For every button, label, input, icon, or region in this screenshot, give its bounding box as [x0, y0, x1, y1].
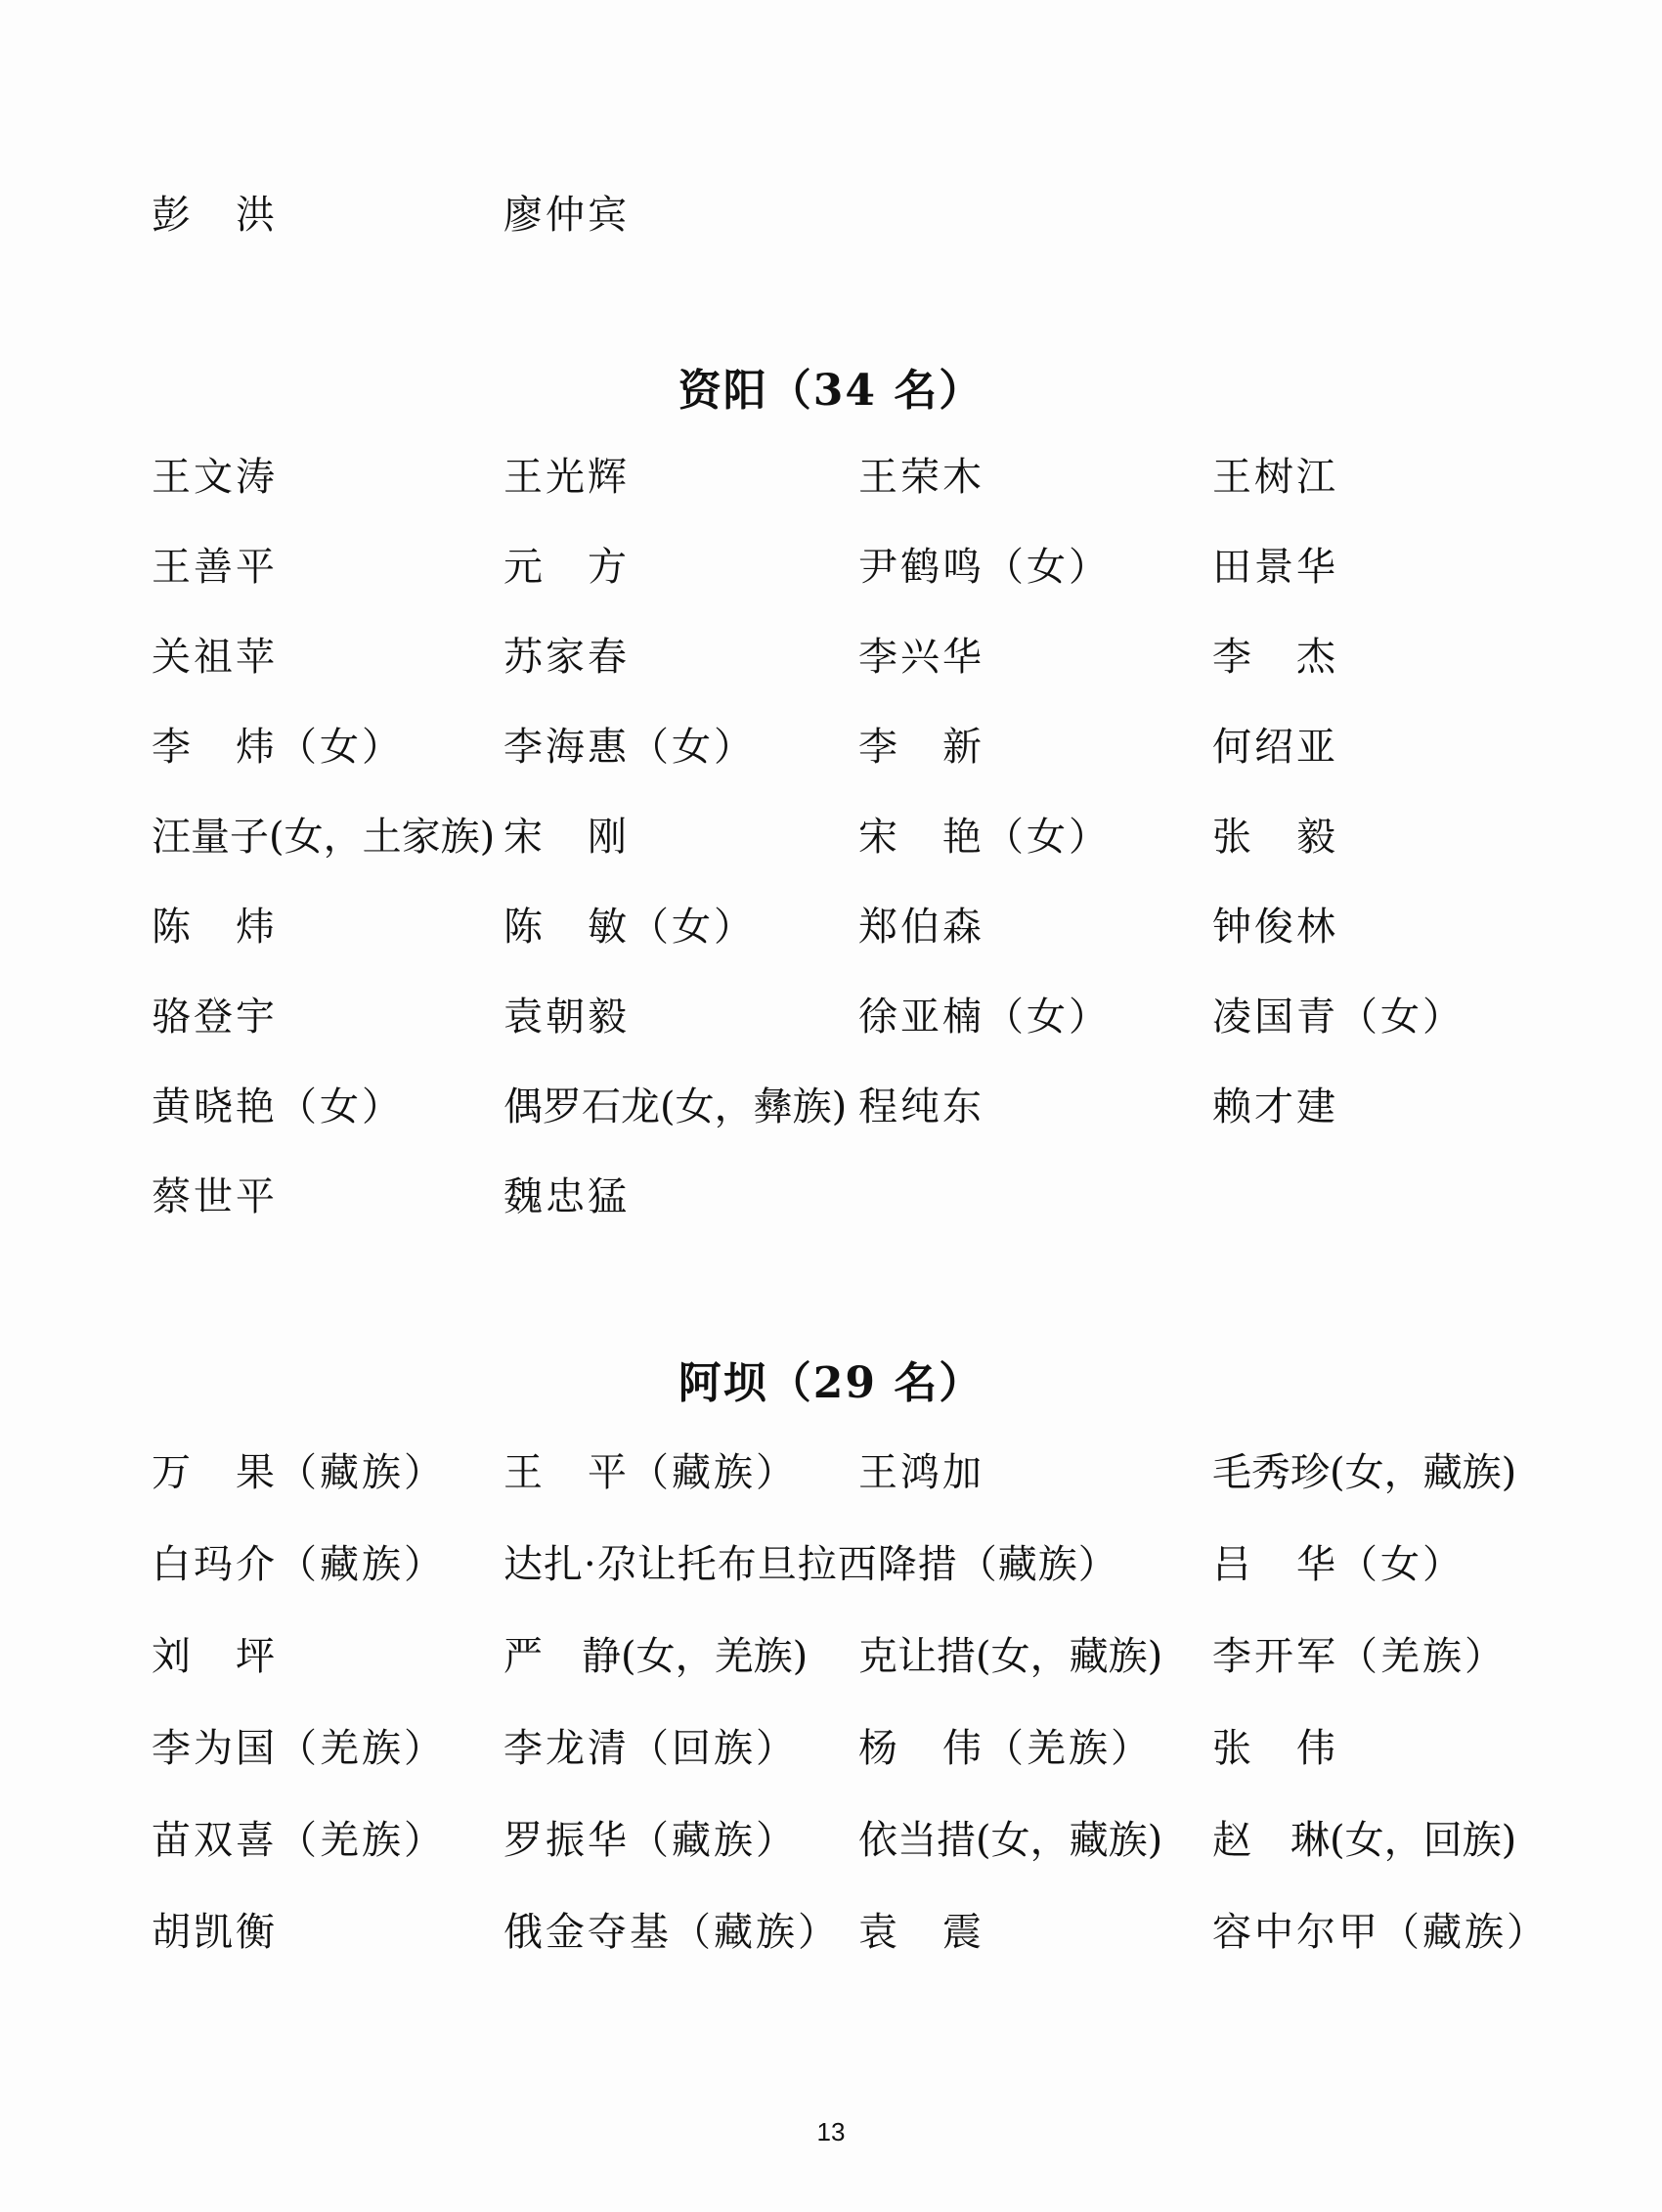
person-name: 汪量子(女，土家族): [152, 815, 496, 860]
person-name: 杨 伟（羌族）: [858, 1726, 1153, 1771]
name-row: [0, 1903, 1662, 1962]
person-name: 毛秀珍(女，藏族): [1212, 1450, 1517, 1495]
person-name: 宋 艳（女）: [858, 815, 1111, 860]
person-name: 苗双喜（羌族）: [152, 1818, 446, 1863]
name-row: [0, 186, 1662, 244]
person-name: 容中尔甲（藏族）: [1212, 1910, 1549, 1955]
person-name: 王荣木: [858, 455, 984, 500]
person-name: 吕 华（女）: [1212, 1542, 1465, 1587]
person-name: 克让措(女，藏族): [858, 1634, 1163, 1679]
person-name: 李海惠（女）: [503, 725, 756, 770]
person-name: 白玛介（藏族）: [152, 1542, 446, 1587]
person-name: 何绍亚: [1212, 725, 1338, 770]
person-name: 万 果（藏族）: [152, 1450, 446, 1495]
person-name: 罗振华（藏族）: [503, 1818, 798, 1863]
person-name: 李为国（羌族）: [152, 1726, 446, 1771]
person-name: 蔡世平: [152, 1174, 278, 1219]
section-title-aba: 阿坝（29 名）: [678, 1358, 984, 1408]
name-row: [0, 1443, 1662, 1502]
person-name: 陈 炜: [152, 905, 278, 950]
person-name: 张 毅: [1212, 815, 1338, 860]
person-name: 廖仲宾: [503, 193, 630, 238]
person-name: 赖才建: [1212, 1084, 1338, 1129]
person-name: 李 杰: [1212, 635, 1338, 680]
person-name: 依当措(女，藏族): [858, 1818, 1163, 1863]
person-name: 凌国青（女）: [1212, 995, 1465, 1040]
person-name: 程纯东: [858, 1084, 984, 1129]
person-name: 元 方: [503, 545, 630, 590]
person-name: 胡凯衡: [152, 1910, 278, 1955]
person-name: 李兴华: [858, 635, 984, 680]
person-name: 王 平（藏族）: [503, 1450, 798, 1495]
person-name: 钟俊林: [1212, 905, 1338, 950]
person-name: 张 伟: [1212, 1726, 1338, 1771]
person-name: 袁 震: [858, 1910, 984, 1955]
person-name: 王光辉: [503, 455, 630, 500]
name-row: [0, 1168, 1662, 1226]
person-name: 王树江: [1212, 455, 1338, 500]
name-row: [0, 628, 1662, 686]
name-row: [0, 538, 1662, 597]
person-name: 徐亚楠（女）: [858, 995, 1111, 1040]
person-name: 王善平: [152, 545, 278, 590]
person-name: 李龙清（回族）: [503, 1726, 798, 1771]
person-name: 黄晓艳（女）: [152, 1084, 404, 1129]
person-name: 苏家春: [503, 635, 630, 680]
person-name: 李 炜（女）: [152, 725, 404, 770]
person-name: 骆登宇: [152, 995, 278, 1040]
person-name: 偶罗石龙(女，彝族): [503, 1084, 848, 1129]
name-row: [0, 808, 1662, 866]
person-name: 李 新: [858, 725, 984, 770]
name-row: [0, 1719, 1662, 1778]
person-name: 尹鹤鸣（女）: [858, 545, 1111, 590]
name-row: [0, 1078, 1662, 1136]
person-name: 陈 敏（女）: [503, 905, 756, 950]
person-name: 袁朝毅: [503, 995, 630, 1040]
page-number: 13: [816, 2117, 846, 2146]
person-name: 王鸿加: [858, 1450, 984, 1495]
person-name: 刘 坪: [152, 1634, 278, 1679]
name-row: [0, 448, 1662, 507]
person-name: 魏忠猛: [503, 1174, 630, 1219]
person-name: 彭 洪: [152, 193, 278, 238]
name-row: [0, 1811, 1662, 1870]
person-name: 严 静(女，羌族): [503, 1634, 809, 1679]
person-name: 宋 刚: [503, 815, 630, 860]
person-name: 郑伯森: [858, 905, 984, 950]
person-name: 李开军（羌族）: [1212, 1634, 1507, 1679]
name-row: [0, 898, 1662, 956]
name-row: [0, 1627, 1662, 1686]
person-name: 达扎·尕让托布旦拉西降措（藏族）: [503, 1542, 1118, 1587]
name-row: [0, 718, 1662, 776]
person-name: 王文涛: [152, 455, 278, 500]
name-row: [0, 988, 1662, 1046]
person-name: 俄金夺基（藏族）: [503, 1910, 840, 1955]
person-name: 关祖苹: [152, 635, 278, 680]
person-name: 赵 琳(女，回族): [1212, 1818, 1517, 1863]
person-name: 田景华: [1212, 545, 1338, 590]
name-row: [0, 1535, 1662, 1594]
section-title-ziyang: 资阳（34 名）: [678, 366, 984, 416]
